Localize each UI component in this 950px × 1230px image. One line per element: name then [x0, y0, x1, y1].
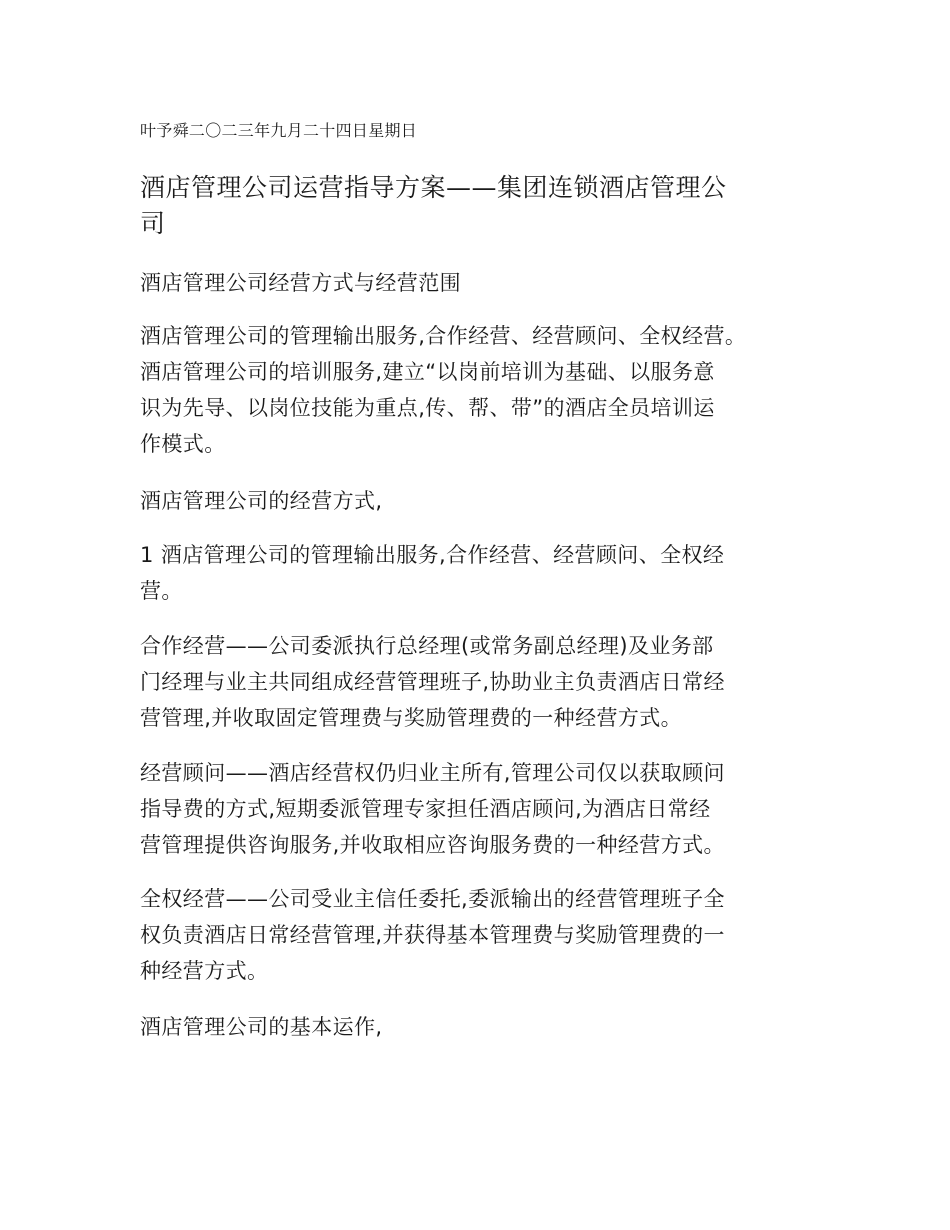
- paragraph-line: 全权经营——公司受业主信任委托,委派输出的经营管理班子全: [140, 887, 725, 911]
- paragraph-line: 营管理,并收取固定管理费与奖励管理费的一种经营方式。: [140, 706, 683, 730]
- title-line: 酒店管理公司运营指导方案——集团连锁酒店管理公: [140, 173, 727, 202]
- paragraph-joint-operation: [140, 628, 820, 736]
- section-heading-operation-modes: [140, 483, 820, 519]
- paragraph-line: 合作经营——公司委派执行总经理(或常务副总经理)及业务部: [140, 634, 714, 658]
- paragraph-line: 作模式。: [140, 432, 226, 456]
- section-heading-business-scope: [140, 265, 820, 301]
- paragraph-line: 酒店管理公司的基本运作,: [140, 1015, 383, 1039]
- paragraph-line: 1 酒店管理公司的管理输出服务,合作经营、经营顾问、全权经: [140, 543, 725, 567]
- paragraph-line: 酒店管理公司的经营方式,: [140, 489, 383, 513]
- paragraph-consulting: [140, 755, 820, 863]
- paragraph-line: 识为先导、以岗位技能为重点,传、帮、带”的酒店全员培训运: [140, 396, 715, 420]
- paragraph-line: 权负责酒店日常经营管理,并获得基本管理费与奖励管理费的一: [140, 923, 725, 947]
- paragraph-line: 经营顾问——酒店经营权仍归业主所有,管理公司仅以获取顾问: [140, 761, 725, 785]
- paragraph-line: 酒店管理公司经营方式与经营范围: [140, 271, 461, 295]
- paragraph-line: 营。: [140, 579, 183, 603]
- paragraph-line: 指导费的方式,短期委派管理专家担任酒店顾问,为酒店日常经: [140, 797, 711, 821]
- paragraph-line: 营管理提供咨询服务,并收取相应咨询服务费的一种经营方式。: [140, 833, 725, 857]
- paragraph-line: 酒店管理公司的培训服务,建立“以岗前培训为基础、以服务意: [140, 360, 715, 384]
- paragraph-services-overview: [140, 318, 820, 462]
- paragraph-full-authority: [140, 881, 820, 989]
- paragraph-line: 种经营方式。: [140, 959, 269, 983]
- author-date-line: 叶予舜二〇二三年九月二十四日星期日: [140, 121, 418, 140]
- section-heading-basic-operation: [140, 1009, 820, 1045]
- paragraph-line: 门经理与业主共同组成经营管理班子,协助业主负责酒店日常经: [140, 670, 725, 694]
- title-line: 司: [140, 209, 166, 238]
- document-title: [140, 170, 820, 242]
- paragraph-line: 酒店管理公司的管理输出服务,合作经营、经营顾问、全权经营。: [140, 324, 747, 348]
- paragraph-management-output: [140, 537, 820, 609]
